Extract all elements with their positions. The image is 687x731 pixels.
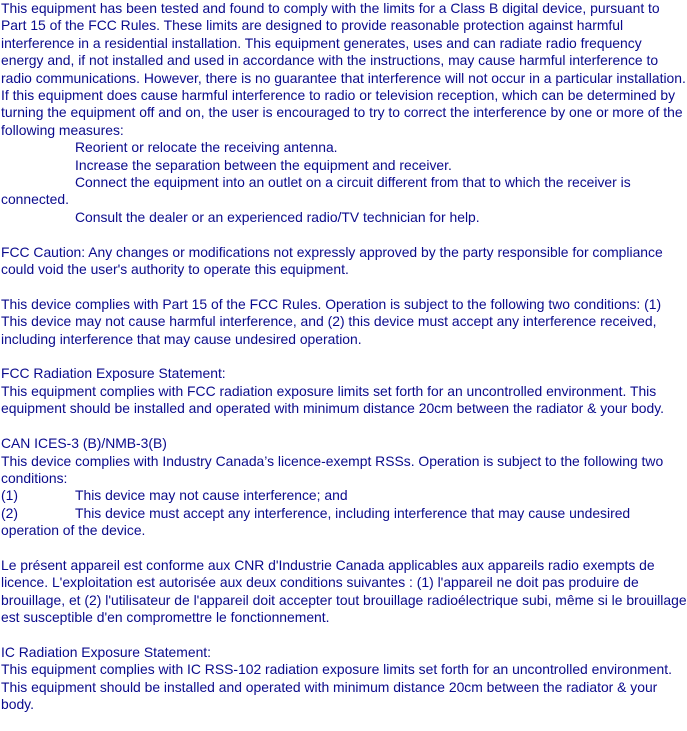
condition-number: (1) (1, 487, 18, 504)
fcc-radiation-body: This equipment complies with FCC radiation exposure limits set forth for an uncontrolled environment. This equipment should be installed and operated with minimum distance 20cm between the radiator & your body. (1, 382, 665, 417)
ic-radiation-heading: IC Radiation Exposure Statement: (1, 643, 212, 660)
condition-text: This device must accept any interference, including interference that may cause undesired operation of the device. (1, 504, 631, 539)
measure-item: Consult the dealer or an experienced radio/TV technician for help. (75, 208, 480, 225)
ices-body: This device complies with Industry Canada’s licence-exempt RSSs. Operation is subject to the following two conditions: (1, 452, 664, 486)
spacer (1, 278, 687, 295)
measure-item: Connect the equipment into an outlet on a circuit different from that to which the receiver is connected. (1, 174, 631, 208)
french-paragraph: Le présent appareil est conforme aux CNR d'Industrie Canada applicables aux appareils radio exempts de licence. L'exploitation est autorisée aux deux conditions suivantes : (1) l'appareil ne doit pas produire de brouillage, et (2) l'utilisateur de l'appareil doit accepter tout brouillage radioélectrique subi, même si le brouillage est susceptible d'en compromettre le fonctionnement. (1, 556, 687, 626)
measures-list (1, 139, 687, 226)
spacer (1, 540, 687, 557)
condition-item-2 (1, 505, 687, 540)
fcc-radiation-heading: FCC Radiation Exposure Statement: (1, 365, 226, 382)
ic-radiation-body: This equipment complies with IC RSS-102 radiation exposure limits set forth for an uncontrolled environment. This equipment should be installed and operated with minimum distance 20cm between the radiator & your body. (1, 661, 672, 713)
condition-text: This device may not cause interference; and (75, 487, 348, 504)
spacer (1, 627, 687, 644)
spacer (1, 348, 687, 365)
spacer (1, 418, 687, 435)
measure-item: Increase the separation between the equipment and receiver. (75, 156, 452, 173)
intro-paragraph: This equipment has been tested and found to comply with the limits for a Class B digital device, pursuant to Part 15 of the FCC Rules. These limits are designed to provide reasonable protection against harmful interference in a residential installation. This equipment generates, uses and can radiate radio frequency energy and, if not installed and used in accordance with the instructions, may cause harmful interference to radio communications. However, there is no guarantee that interference will not occur in a particular installation. If this equipment does cause harmful interference to radio or television reception, which can be determined by turning the equipment off and on, the user is encouraged to try to correct the interference by one or more of the following measures: (1, 0, 686, 138)
fcc-caution-paragraph: FCC Caution: Any changes or modifications not expressly approved by the party responsible for compliance could void the user's authority to operate this equipment. (1, 243, 663, 278)
spacer (1, 226, 687, 243)
part15-paragraph: This device complies with Part 15 of the FCC Rules. Operation is subject to the following two conditions: (1) This device may not cause harmful interference, and (2) this device must accept any interference received, including interference that may cause undesired operation. (1, 295, 662, 347)
ices-heading: CAN ICES-3 (B)/NMB-3(B) (1, 435, 167, 452)
measure-item: Reorient or relocate the receiving antenna. (75, 139, 338, 156)
condition-number: (2) (1, 504, 18, 521)
condition-item (1, 487, 687, 504)
